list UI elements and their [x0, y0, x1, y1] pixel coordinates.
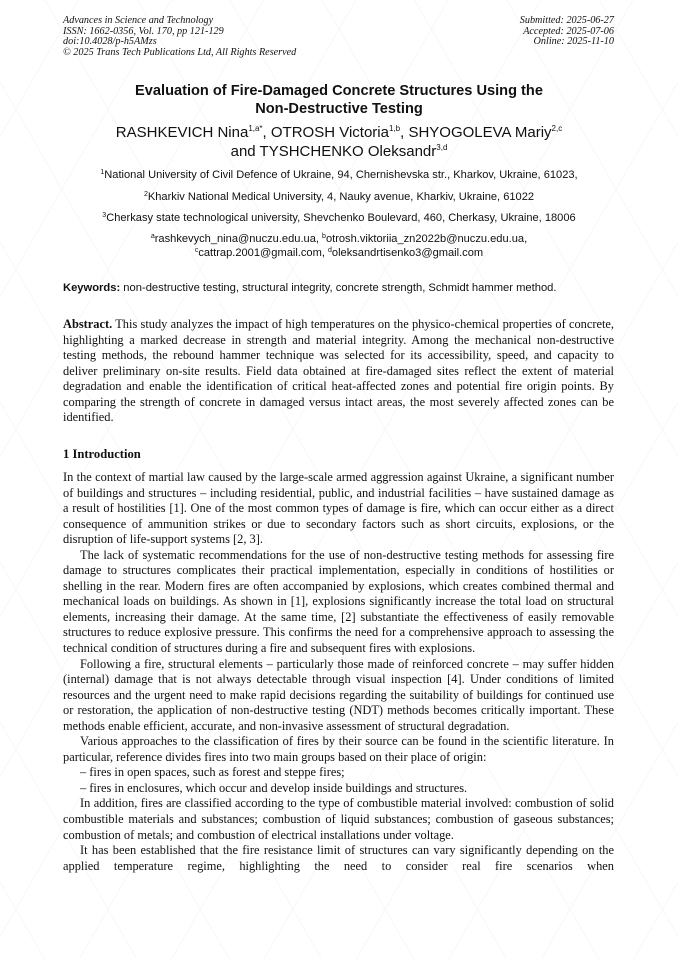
authors-line-2	[40, 142, 638, 161]
email-sup: c	[194, 247, 199, 254]
emails-line-2	[40, 246, 638, 261]
author-name: SHYOGOLEVA Mariy	[408, 124, 552, 141]
keywords	[63, 282, 623, 294]
emails-line-1	[40, 232, 638, 247]
keywords-text: non-destructive testing, structural integrity, concrete strength, Schmidt hammer method.	[120, 282, 557, 294]
email-link[interactable]: oleksandrtisenko3@gmail.com	[331, 247, 484, 259]
email-sup: d	[328, 247, 332, 254]
author-sup: 1,a*	[248, 124, 263, 133]
author-sup: 3,d	[436, 143, 448, 152]
issn-volume: ISSN: 1662-0356, Vol. 170, pp 121-129	[63, 25, 224, 37]
title-line-2: Non-Destructive Testing	[255, 101, 423, 117]
affiliation-2	[40, 190, 638, 205]
online-date: Online: 2025-11-10	[533, 36, 614, 48]
list-item: – fires in open spaces, such as forest and steppe fires;	[80, 765, 345, 780]
author-separator: ,	[400, 124, 409, 141]
paragraph: Various approaches to the classification of fires by their source can be found in the scientific literature. In particular, reference divides fires into two main groups based on their place of origin:	[63, 734, 614, 764]
author-sup: 2,c	[551, 124, 563, 133]
journal-info	[63, 16, 296, 58]
author-list	[40, 123, 638, 161]
author-separator: ,	[262, 124, 271, 141]
abstract	[63, 317, 614, 426]
affiliation-sup: 2	[143, 191, 148, 198]
affiliation-text: National University of Civil Defence of Ukraine, 94, Chernishevska str., Kharkov, Ukraine, 61023,	[104, 169, 578, 181]
paragraph: In the context of martial law caused by the large-scale armed aggression against Ukraine, a significant number of buildings and structures – including residential, public, and industrial facilities – have sustained damage as a result of hostilities [1]. One of the most common types of damage is fire, which can occur either as a direct consequence of ammunition strikes or due to secondary factors such as short circuits, explosions, or the disruption of life-support systems [2, 3].	[63, 470, 614, 547]
email-sup: a	[150, 233, 155, 240]
paragraph: Following a fire, structural elements – particularly those made of reinforced concrete – may suffer hidden (internal) damage that is not always detectable through visual inspection [4]. Under conditions of limited resources and the urgent need to make rapid decisions regarding the suitability of buildings for continued use or restoration, the application of non-destructive testing (NDT) methods becomes critically important. These methods enable efficient, accurate, and non-invasive assessment of structural degradation.	[63, 656, 614, 733]
copyright: © 2025 Trans Tech Publications Ltd, All Rights Reserved	[63, 46, 297, 58]
doi[interactable]: doi:10.4028/p-h5AMzs	[63, 36, 157, 48]
accepted-date: Accepted: 2025-07-06	[523, 25, 614, 37]
keywords-label: Keywords:	[63, 282, 121, 294]
affiliation-sup: 1	[100, 169, 105, 176]
affiliation-text: Cherkasy state technological university, Shevchenko Boulevard, 460, Cherkasy, Ukraine, 18006	[106, 212, 576, 224]
affiliation-3	[40, 211, 638, 226]
introduction-body	[63, 470, 614, 874]
paper-title	[63, 82, 615, 118]
paragraph: The lack of systematic recommendations for the use of non-destructive testing methods for assessing fire damage to structures complicates their practical implementation, especially in conditions of hostilities or shelling in the rear. Modern fires are often accompanied by explosions, which creates combined thermal and mechanical loads on buildings. As shown in [1], explosions significantly increase the total load on structural elements, increasing their damage. At the same time, [2] substantiate the effectiveness of easily removable structures to reduce explosive pressure. This confirms the need for a comprehensive approach to assessing the technical condition of structures during a fire and subsequent fires with explosions.	[63, 547, 614, 656]
publication-dates	[520, 16, 614, 48]
authors-line-1	[40, 123, 638, 142]
author-name: TYSHCHENKO Oleksandr	[259, 143, 437, 160]
section-heading: 1 Introduction	[63, 447, 141, 461]
author-sup: 1,b	[388, 124, 401, 133]
title-line-1: Evaluation of Fire-Damaged Concrete Structures Using the	[135, 83, 543, 99]
email-link[interactable]: otrosh.viktoriia_zn2022b@nuczu.edu.ua,	[325, 233, 528, 245]
affiliation-1	[40, 168, 638, 183]
list-item: – fires in enclosures, which occur and develop inside buildings and structures.	[80, 780, 468, 795]
email-link[interactable]: cattrap.2001@gmail.com,	[198, 247, 328, 259]
email-sup: b	[322, 233, 326, 240]
affiliation-text: Kharkiv National Medical University, 4, Nauky avenue, Kharkiv, Ukraine, 61022	[147, 191, 535, 203]
email-link[interactable]: rashkevych_nina@nuczu.edu.ua,	[154, 233, 323, 245]
affiliation-sup: 3	[102, 212, 107, 219]
paragraph: It has been established that the fire resistance limit of structures can vary significantly depending on the applied temperature regime, highlighting the need to consider real fire scenarios when	[63, 843, 614, 873]
abstract-text: This study analyzes the impact of high temperatures on the physico-chemical properties of concrete, highlighting a marked decrease in strength and material integrity. Among the mechanical non-destructive testing methods, the rebound hammer technique was selected for its accessibility, speed, and capacity to deliver preliminary on-site results. Field data obtained at fire-damaged sites reflect the extent of material degradation and enable the identification of critical heat-affected zones and potential fire origin points. By comparing the strength of concrete in damaged versus intact areas, the most severely affected zones can be identified.	[63, 317, 614, 425]
author-name: RASHKEVICH Nina	[115, 124, 249, 141]
abstract-label: Abstract.	[63, 317, 113, 331]
journal-name: Advances in Science and Technology	[63, 15, 214, 26]
author-conjunction: and	[230, 143, 260, 160]
author-name: OTROSH Victoria	[270, 124, 389, 141]
submitted-date: Submitted: 2025-06-27	[519, 15, 614, 26]
paragraph: In addition, fires are classified according to the type of combustible material involved: combustion of solid combustible materials and substances; combustion of liquid substances; combustion of gaseous substances; combustion of metals; and combustion of electrical installations under voltage.	[63, 796, 614, 842]
